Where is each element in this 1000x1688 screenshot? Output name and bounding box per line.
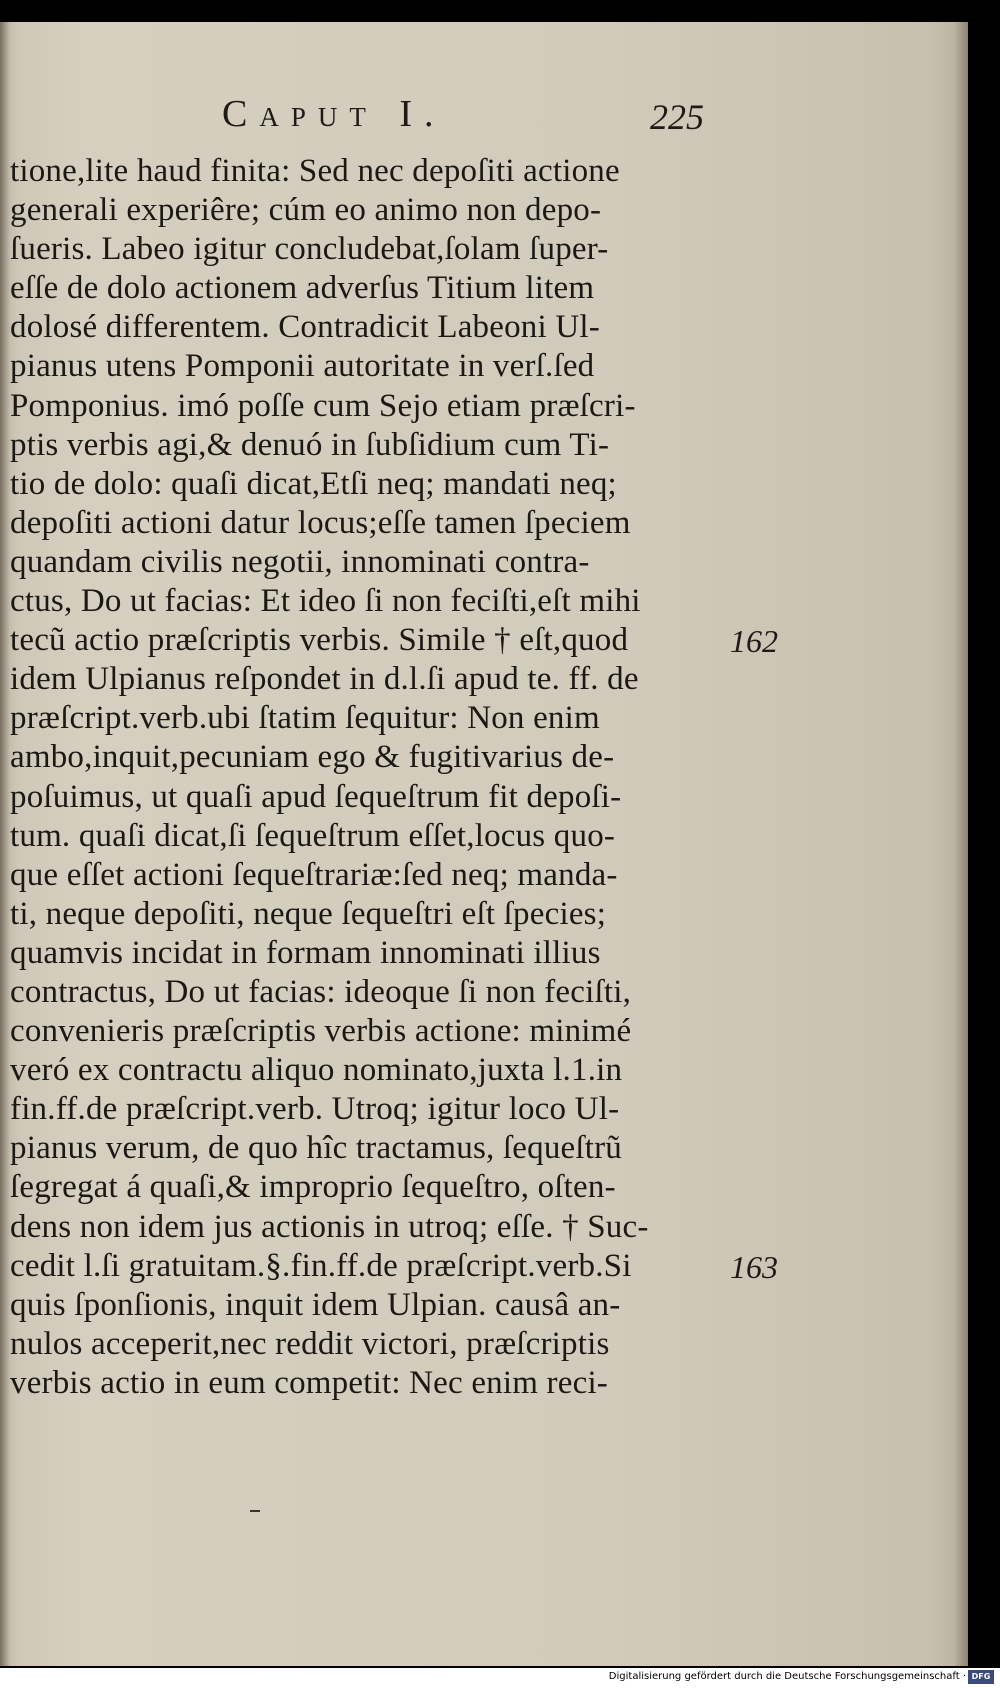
footer-credit: Digitalisierung gefördert durch die Deutsche Forschungsgemeinschaft · — [608, 1671, 966, 1682]
running-head: Caput I. — [222, 93, 446, 135]
book-page — [0, 22, 968, 1666]
text-line: idem Ulpianus reſpondet in d.l.ſi apud te. ff. de — [10, 661, 639, 698]
page-header — [0, 86, 968, 146]
text-line: quandam civilis negotii, innominati contra- — [10, 543, 590, 580]
text-line: tum. quaſi dicat,ſi ſequeſtrum eſſet,locus quo- — [10, 817, 616, 854]
text-line: Pomponius. imó poſſe cum Sejo etiam præſcri- — [10, 387, 636, 424]
text-line: fin.ff.de præſcript.verb. Utroq; igitur loco Ul- — [10, 1091, 620, 1128]
page-edge-shadow — [954, 22, 968, 1666]
text-line: eſſe de dolo actionem adverſus Titium litem — [10, 270, 595, 307]
text-line: que eſſet actioni ſequeſtrariæ:ſed neq; manda- — [10, 856, 618, 893]
text-line: pianus utens Pomponii autoritate in verſ.ſed — [10, 348, 595, 385]
text-line: dens non idem jus actionis in utroq; eſſe. † Suc- — [10, 1208, 649, 1245]
text-line: verbis actio in eum competit: Nec enim reci- — [10, 1364, 608, 1401]
text-line: ambo,inquit,pecuniam ego & fugitivarius de- — [10, 739, 615, 776]
text-line: tecũ actio præſcriptis verbis. Simile † eſt,quod — [10, 622, 629, 659]
text-line: quis ſponſionis, inquit idem Ulpian. causâ an- — [10, 1286, 621, 1323]
text-line: ſegregat á quaſi,& improprio ſequeſtro, oſten- — [10, 1169, 616, 1206]
text-line: nulos acceperit,nec reddit victori, præſcriptis — [10, 1325, 610, 1362]
margin-note: 163 — [730, 1248, 778, 1285]
text-line: ptis verbis agi,& denuó in ſubſidium cum Ti- — [10, 426, 610, 463]
text-line: contractus, Do ut facias: ideoque ſi non feciſti, — [10, 973, 632, 1010]
text-line: convenieris præſcriptis verbis actione: minimé — [10, 1013, 632, 1050]
text-line: pianus verum, de quo hîc tractamus, ſequeſtrũ — [10, 1130, 622, 1167]
text-line: tione,lite haud finita: Sed nec depoſiti actione — [10, 153, 620, 189]
digitization-footer — [0, 1668, 1000, 1688]
text-line: ctus, Do ut facias: Et ideo ſi non feciſti,eſt mihi — [10, 583, 641, 620]
page-gutter-shadow — [0, 22, 10, 1666]
text-line: ſueris. Labeo igitur concludebat,ſolam ſuper- — [10, 231, 609, 268]
text-line: poſuimus, ut quaſi apud ſequeſtrum fit depoſi- — [10, 778, 622, 815]
body-text — [10, 152, 710, 1403]
page-number: 225 — [650, 97, 704, 137]
text-line: dolosé differentem. Contradicit Labeoni Ul- — [10, 309, 600, 346]
text-line: generali experiêre; cúm eo animo non depo- — [10, 192, 602, 229]
dfg-logo: DFG — [968, 1670, 994, 1684]
text-line: depoſiti actioni datur locus;eſſe tamen ſpeciem — [10, 504, 631, 541]
ink-mark — [250, 1510, 260, 1512]
text-line: præſcript.verb.ubi ſtatim ſequitur: Non enim — [10, 700, 600, 737]
text-line: ti, neque depoſiti, neque ſequeſtri eſt ſpecies; — [10, 895, 607, 932]
text-line: cedit l.ſi gratuitam.§.fin.ff.de præſcript.verb.Si — [10, 1247, 632, 1284]
text-line: quamvis incidat in formam innominati illius — [10, 934, 601, 971]
margin-note: 162 — [730, 623, 778, 660]
text-line: tio de dolo: quaſi dicat,Etſi neq; mandati neq; — [10, 465, 617, 502]
text-line: veró ex contractu aliquo nominato,juxta l.1.in — [10, 1052, 623, 1089]
